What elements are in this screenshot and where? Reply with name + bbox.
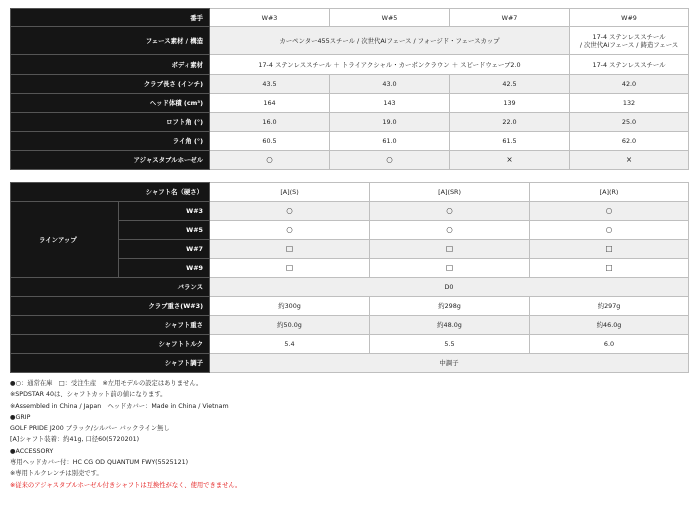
lineup-cell: □ (210, 240, 370, 259)
col-w3: W#3 (210, 9, 330, 27)
row-label-shaft-name: シャフト名（硬さ） (11, 183, 210, 202)
cell-value: × (570, 151, 689, 170)
shaft-col-sr: [A](SR) (370, 183, 530, 202)
lineup-cell: □ (370, 240, 530, 259)
lineup-label-w9: W#9 (119, 259, 210, 278)
cell-value: 5.5 (370, 335, 530, 354)
legend-note: ●○：通常在庫 □：受注生産 ※左用モデルの設定はありません。 (10, 380, 203, 387)
row-label-face-material: フェース素材 / 構造 (11, 27, 210, 55)
row-label-balance: バランス (11, 278, 210, 297)
cell-value: 61.5 (450, 132, 570, 151)
face-material-value: カーペンター455スチール / 次世代Aiフェース / フォージド・フェースカップ (210, 27, 570, 55)
row-label-shaft-torque: シャフトトルク (11, 335, 210, 354)
row-label-shaft-weight: シャフト重さ (11, 316, 210, 335)
cell-value: 60.5 (210, 132, 330, 151)
col-w5: W#5 (330, 9, 450, 27)
spec-table (10, 8, 689, 170)
cell-value: 6.0 (530, 335, 689, 354)
spec-row (11, 75, 689, 94)
cell-value: 43.5 (210, 75, 330, 94)
spec-row (11, 94, 689, 113)
cell-value: 約48.0g (370, 316, 530, 335)
row-label-loft: ロフト角 (°) (11, 113, 210, 132)
cell-value: 約50.0g (210, 316, 370, 335)
grip-line: GOLF PRIDE J200 ブラック/シルバー バックライン無し (10, 425, 170, 433)
face-material-w9-line1: 17-4 ステンレススチール (592, 32, 666, 41)
cell-value: 132 (570, 94, 689, 113)
cell-value: 42.5 (450, 75, 570, 94)
grip-line: [A]シャフト装着：約41g, 口径60(5720201) (10, 436, 140, 444)
row-label-lie: ライ角 (°) (11, 132, 210, 151)
spec-row (11, 113, 689, 132)
cell-value: × (450, 151, 570, 170)
lineup-cell: ○ (530, 202, 689, 221)
shaft-kick-row (11, 354, 689, 373)
assembled-note: ※Assembled in China / Japan ヘッドカバー：Made in China / Vietnam (10, 402, 229, 410)
shaft-torque-row (11, 335, 689, 354)
row-label-body-material: ボディ素材 (11, 55, 210, 75)
grip-title: ●GRIP (10, 413, 31, 421)
cell-value: 61.0 (330, 132, 450, 151)
face-material-w9 (570, 27, 689, 55)
face-material-w9-line2: / 次世代Aiフェース / 鋳造フェース (579, 40, 679, 49)
lineup-cell: ○ (210, 202, 370, 221)
lineup-cell: ○ (530, 221, 689, 240)
cell-value: 約300g (210, 297, 370, 316)
lineup-cell: ○ (370, 202, 530, 221)
col-w7: W#7 (450, 9, 570, 27)
cell-value: 143 (330, 94, 450, 113)
club-weight-row (11, 297, 689, 316)
cell-value: 約297g (530, 297, 689, 316)
row-label-lineup: ラインアップ (11, 202, 119, 278)
lineup-label-w3: W#3 (119, 202, 210, 221)
row-label-number: 番手 (11, 9, 210, 27)
lineup-label-w7: W#7 (119, 240, 210, 259)
cell-value: ○ (210, 151, 330, 170)
shaft-table (10, 182, 689, 373)
cell-value: 164 (210, 94, 330, 113)
cell-value: 19.0 (330, 113, 450, 132)
row-label-volume: ヘッド体積 (cm³) (11, 94, 210, 113)
cell-value: 22.0 (450, 113, 570, 132)
body-material-w9: 17-4 ステンレススチール (570, 55, 689, 75)
body-material-row (11, 55, 689, 75)
face-material-row (11, 27, 689, 55)
body-material-value: 17-4 ステンレススチール ＋ トライアクシャル・カーボンクラウン ＋ スピードウェーブ2.0 (210, 55, 570, 75)
cell-value: 5.4 (210, 335, 370, 354)
cell-value: 62.0 (570, 132, 689, 151)
shaft-col-s: [A](S) (210, 183, 370, 202)
shaft-weight-row (11, 316, 689, 335)
col-w9: W#9 (570, 9, 689, 27)
cell-value: 25.0 (570, 113, 689, 132)
lineup-cell: □ (530, 240, 689, 259)
cell-value: 139 (450, 94, 570, 113)
row-label-length: クラブ長さ (インチ) (11, 75, 210, 94)
shaft-kick-value: 中調子 (210, 354, 689, 373)
spec-row (11, 132, 689, 151)
lineup-cell: □ (210, 259, 370, 278)
lineup-cell: □ (370, 259, 530, 278)
warning-note: ※従来のアジャスタブルホーゼル付きシャフトは互換性がなく、使用できません。 (10, 481, 242, 489)
accessory-line: 専用ヘッドカバー付：HC CG OD QUANTUM FWY(5525121) (10, 459, 189, 467)
cell-value: 約298g (370, 297, 530, 316)
cell-value: 42.0 (570, 75, 689, 94)
row-label-hosel: アジャスタブルホーゼル (11, 151, 210, 170)
balance-row (11, 278, 689, 297)
lineup-cell: □ (530, 259, 689, 278)
lineup-label-w5: W#5 (119, 221, 210, 240)
cell-value: 約46.0g (530, 316, 689, 335)
spdstar-note: ※SPDSTAR 40は、シャフトカット前の値になります。 (10, 391, 167, 399)
header-row (11, 9, 689, 27)
cell-value: 43.0 (330, 75, 450, 94)
cell-value: 16.0 (210, 113, 330, 132)
accessory-title: ●ACCESSORY (10, 447, 54, 455)
shaft-col-r: [A](R) (530, 183, 689, 202)
balance-value: D0 (210, 278, 689, 297)
notes-section (10, 378, 690, 491)
lineup-row (11, 202, 689, 221)
spec-row (11, 151, 689, 170)
shaft-name-row (11, 183, 689, 202)
row-label-shaft-kick: シャフト調子 (11, 354, 210, 373)
lineup-cell: ○ (210, 221, 370, 240)
row-label-club-weight: クラブ重さ(W#3) (11, 297, 210, 316)
cell-value: ○ (330, 151, 450, 170)
lineup-cell: ○ (370, 221, 530, 240)
wrench-note: ※専用トルクレンチは別売です。 (10, 470, 103, 478)
